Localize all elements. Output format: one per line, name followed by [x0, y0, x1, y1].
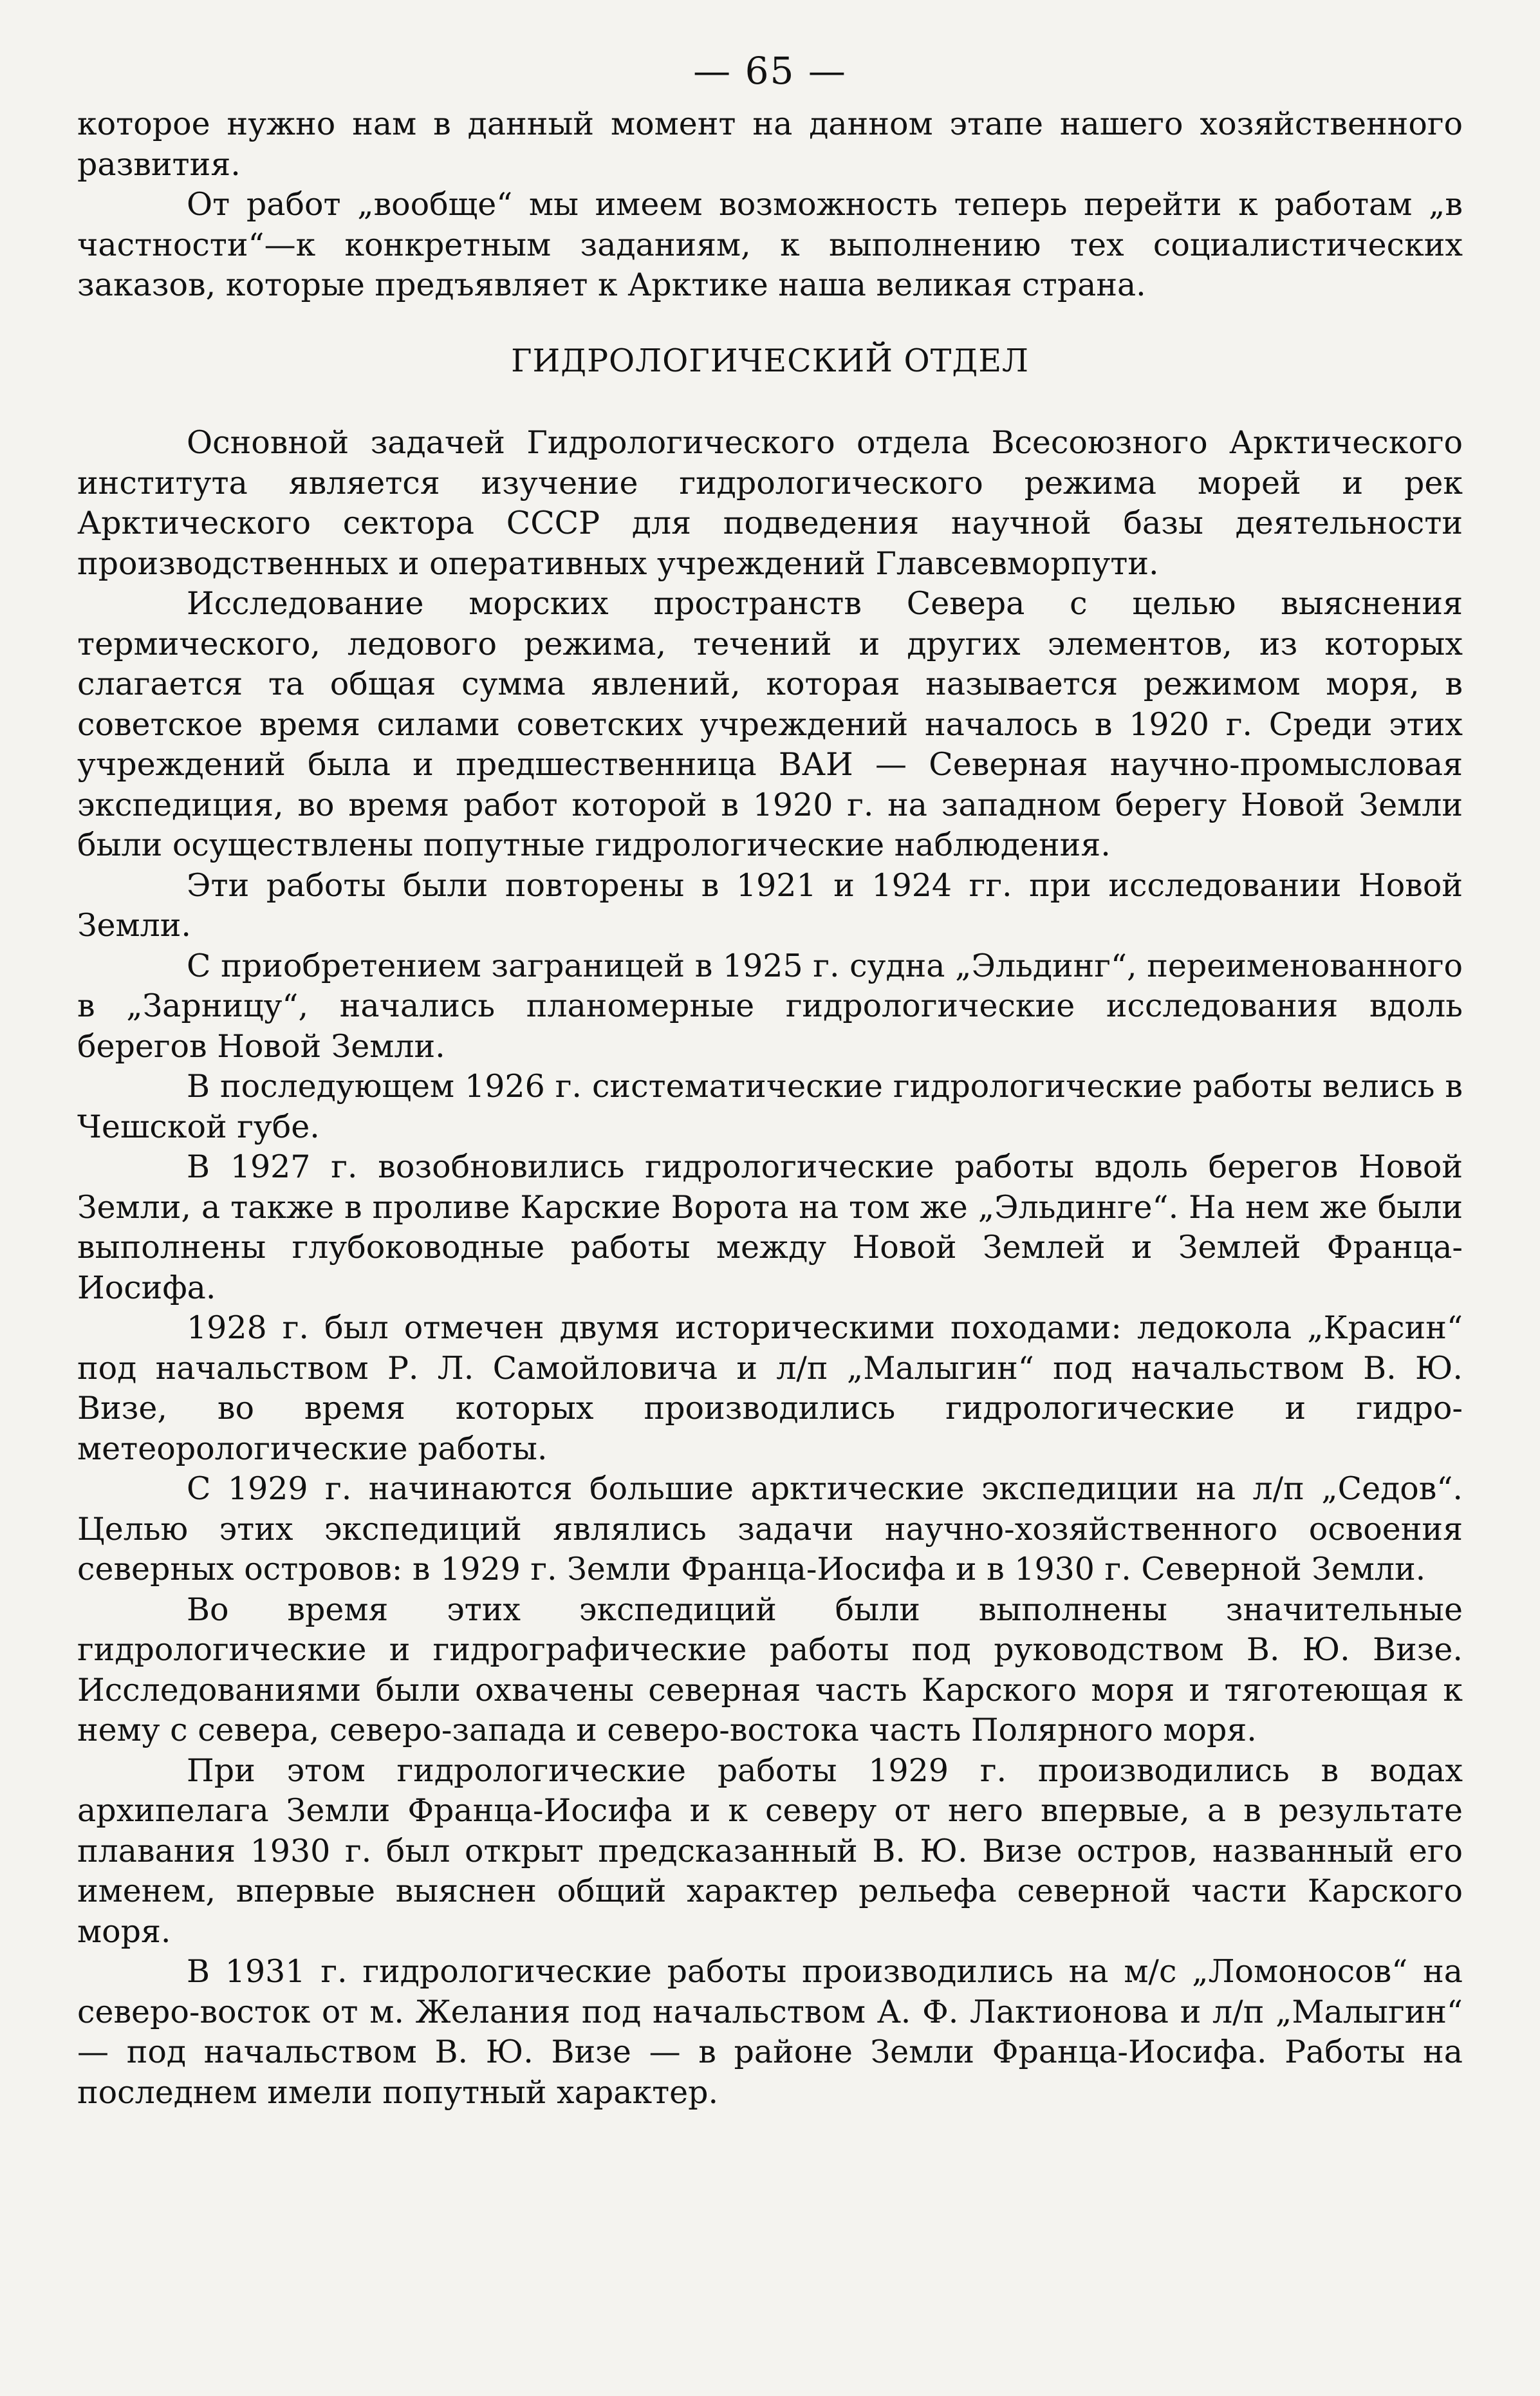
paragraph: При этом гидрологические работы 1929 г. производились в водах архипелага Земли Франца-Иосифа и к северу от него впервые, а в результате плавания 1930 г. был открыт предсказанный В. Ю. Визе остров, названный его именем, впервые выяснен общий характер рельефа северной части Карского моря.	[77, 1752, 1463, 1950]
paragraph: Исследование морских пространств Севера с целью выяснения термического, ледового режима, течений и других элементов, из которых слагается та общая сумма явлений, которая называется режимом моря, в советское время силами советских учреждений началось в 1920 г. Среди этих учреждений была и предшественница ВАИ — Северная научно-промысловая экспедиция, во время работ которой в 1920 г. на западном берегу Новой Земли были осуществлены попутные гидрологические наблюдения.	[77, 585, 1463, 863]
paragraph: В 1927 г. возобновились гидрологические работы вдоль берегов Новой Земли, а также в проливе Карские Ворота на том же „Эльдинге“. На нем же были выполнены глубоководные работы между Новой Землей и Землей Франца-Иосифа.	[77, 1148, 1463, 1306]
intro-paragraph: От работ „вообще“ мы имеем возможность теперь перейти к работам „в частности“—к конкретным заданиям, к выполнению тех социалистических заказов, которые предъявляет к Арктике наша великая страна.	[77, 186, 1463, 303]
paragraph: Эти работы были повторены в 1921 и 1924 гг. при исследовании Новой Земли.	[77, 866, 1463, 944]
body-text	[77, 104, 1463, 2113]
paragraph: В 1931 г. гидрологические работы производились на м/с „Ломоносов“ на северо-восток от м. Желания под начальством А. Ф. Лактионова и л/п „Малыгин“ — под начальством В. Ю. Визе — в районе Земли Франца-Иосифа. Работы на последнем имели попутный характер.	[77, 1953, 1463, 2111]
intro-paragraph: которое нужно нам в данный момент на данном этапе нашего хозяйственного развития.	[77, 106, 1463, 183]
page-number: — 65 —	[693, 49, 847, 93]
paragraph: С приобретением заграницей в 1925 г. судна „Эльдинг“, переименованного в „Зарницу“, начались планомерные гидрологические исследования вдоль берегов Новой Земли.	[77, 947, 1463, 1065]
paragraph: С 1929 г. начинаются большие арктические экспедиции на л/п „Седов“. Целью этих экспедиций являлись задачи научно-хозяйственного освоения северных островов: в 1929 г. Земли Франца-Иосифа и в 1930 г. Северной Земли.	[77, 1470, 1463, 1587]
paragraph: Во время этих экспедиций были выполнены значительные гидрологические и гидрографические работы под руководством В. Ю. Визе. Исследованиями были охвачены северная часть Карского моря и тяготеющая к нему с севера, северо-запада и северо-востока часть Полярного моря.	[77, 1591, 1463, 1748]
paragraph: В последующем 1926 г. систематические гидрологические работы велись в Чешской губе.	[77, 1068, 1463, 1145]
paragraph: 1928 г. был отмечен двумя историческими походами: ледокола „Красин“ под начальством Р. Л. Самойловича и л/п „Малыгин“ под начальством В. Ю. Визе, во время которых производились гидрологические и гидро-метеорологические работы.	[77, 1309, 1463, 1467]
paragraph: Основной задачей Гидрологического отдела Всесоюзного Арктического института является изучение гидрологического режима морей и рек Арктического сектора СССР для подведения научной базы деятельности производственных и оперативных учреждений Главсевморпути.	[77, 424, 1463, 582]
section-title: ГИДРОЛОГИЧЕСКИЙ ОТДЕЛ	[511, 342, 1029, 379]
